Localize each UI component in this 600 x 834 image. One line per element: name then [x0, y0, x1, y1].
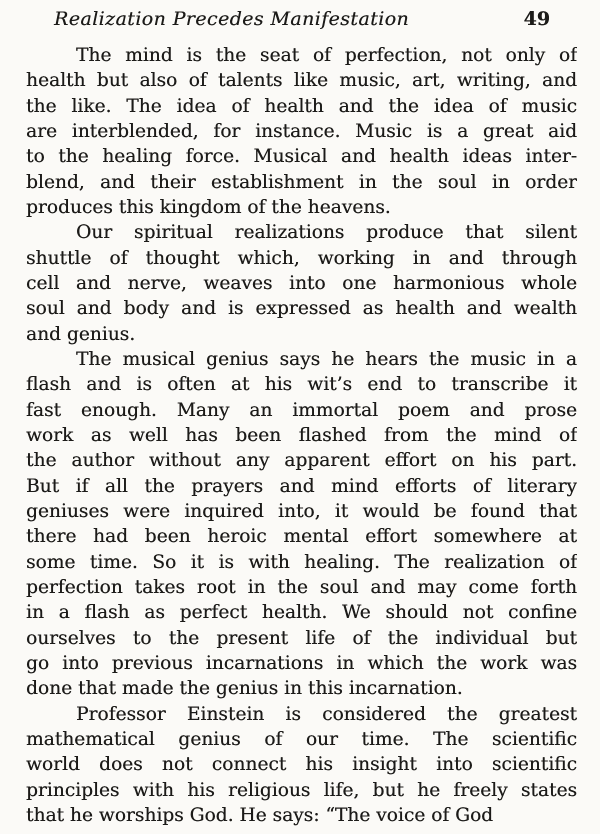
text-line: Professor Einstein is considered the greatest: [76, 703, 577, 725]
text-line: the author without any apparent effort on his part.: [26, 450, 577, 472]
paragraph: [26, 220, 577, 347]
text-line: ourselves to the present life of the individual but: [26, 627, 577, 649]
text-line: shuttle of thought which, working in and through: [26, 247, 577, 269]
text-line: some time. So it is with healing. The realization of: [26, 551, 577, 573]
text-line: soul and body and is expressed as health and wealth: [26, 298, 577, 320]
text-line: go into previous incarnations in which the work was: [26, 652, 577, 674]
text-line: there had been heroic mental effort somewhere at: [26, 526, 577, 548]
page-body: [0, 43, 600, 828]
text-line: The musical genius says he hears the music in a: [76, 348, 577, 370]
text-line: health but also of talents like music, art, writing, and: [26, 70, 577, 92]
text-line: Our spiritual realizations produce that silent: [76, 222, 577, 244]
text-line: in a flash as perfect health. We should not confine: [26, 602, 577, 624]
paragraph: [26, 702, 577, 829]
text-line: flash and is often at his wit’s end to transcribe it: [26, 374, 577, 396]
text-line: work as well has been flashed from the mind of: [26, 424, 577, 446]
running-header: [0, 0, 600, 31]
text-line: geniuses were inquired into, it would be found that: [26, 500, 577, 522]
text-line: cell and nerve, weaves into one harmonious whole: [26, 272, 577, 294]
text-line: produces this kingdom of the heavens.: [26, 196, 391, 218]
running-header-title: Realization Precedes Manifestation: [54, 8, 410, 30]
text-line: blend, and their establishment in the soul in order: [26, 171, 577, 193]
text-line: world does not connect his insight into scientific: [26, 754, 577, 776]
text-line: But if all the prayers and mind efforts of literary: [26, 475, 577, 497]
text-line: and genius.: [26, 323, 136, 345]
text-line: done that made the genius in this incarnation.: [26, 678, 463, 700]
paragraph: [26, 347, 577, 702]
paragraph: [26, 43, 577, 220]
text-line: the like. The idea of health and the idea of music: [26, 95, 577, 117]
text-line: perfection takes root in the soul and may come forth: [26, 576, 577, 598]
page-number: 49: [523, 8, 550, 30]
text-line: that he worships God. He says: “The voice of God: [26, 804, 494, 826]
text-line: to the healing force. Musical and health ideas inter-: [26, 146, 577, 168]
text-line: fast enough. Many an immortal poem and prose: [26, 399, 577, 421]
text-line: principles with his religious life, but he freely states: [26, 779, 577, 801]
text-line: are interblended, for instance. Music is a great aid: [26, 120, 577, 142]
text-line: mathematical genius of our time. The scientific: [26, 728, 577, 750]
text-line: The mind is the seat of perfection, not only of: [76, 45, 577, 66]
